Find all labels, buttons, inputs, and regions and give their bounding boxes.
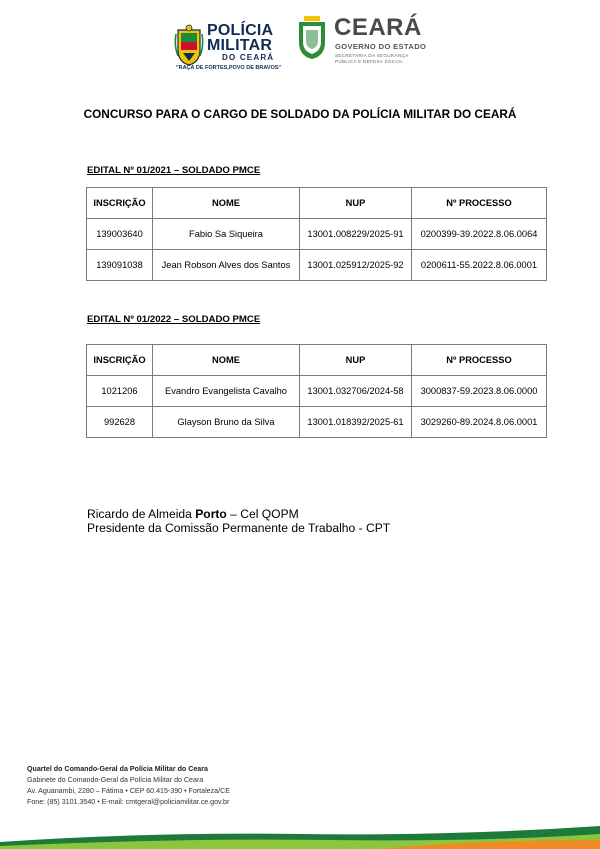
ceara-logo-gov: GOVERNO DO ESTADO bbox=[335, 42, 427, 51]
pm-logo-line3: DO CEARÁ bbox=[222, 53, 275, 62]
cell-nome: Evandro Evangelista Cavalho bbox=[153, 376, 300, 407]
table-row bbox=[87, 376, 547, 407]
table-header-row bbox=[87, 345, 547, 376]
column-header-nup: NUP bbox=[300, 345, 412, 376]
cell-nup: 13001.032706/2024-58 bbox=[300, 376, 412, 407]
ceara-logo-secretaria-2: PÚBLICA E DEFESA SOCIAL bbox=[335, 59, 404, 64]
cell-inscricao: 139003640 bbox=[87, 219, 153, 250]
cell-processo: 3000837-59.2023.8.06.0000 bbox=[412, 376, 547, 407]
table-edital-2021 bbox=[86, 187, 547, 281]
footer-line-3: Av. Aguanambi, 2280 – Fátima • CEP 60.415-390 • Fortaleza/CE bbox=[27, 787, 230, 795]
cell-processo: 3029260-89.2024.8.06.0001 bbox=[412, 407, 547, 438]
column-header-processo: Nº PROCESSO bbox=[412, 188, 547, 219]
signature-prefix: Ricardo de Almeida bbox=[87, 507, 196, 521]
cell-nome: Jean Robson Alves dos Santos bbox=[153, 250, 300, 281]
signature-surname: Porto bbox=[195, 507, 227, 521]
cell-processo: 0200611-55.2022.8.06.0001 bbox=[412, 250, 547, 281]
cell-inscricao: 1021206 bbox=[87, 376, 153, 407]
table-row bbox=[87, 219, 547, 250]
column-header-nome: NOME bbox=[153, 188, 300, 219]
document-title: CONCURSO PARA O CARGO DE SOLDADO DA POLÍCIA MILITAR DO CEARÁ bbox=[83, 107, 517, 121]
table-edital-2022 bbox=[86, 344, 547, 438]
column-header-nome: NOME bbox=[153, 345, 300, 376]
column-header-inscricao: INSCRIÇÃO bbox=[87, 188, 153, 219]
footer-line-1: Quartel do Comando-Geral da Polícia Militar do Ceara bbox=[27, 765, 208, 773]
signature-role: Presidente da Comissão Permanente de Trabalho - CPT bbox=[87, 521, 391, 535]
pm-logo-line2: MILITAR bbox=[207, 37, 273, 54]
cell-nup: 13001.018392/2025-61 bbox=[300, 407, 412, 438]
table-row bbox=[87, 407, 547, 438]
table-header-row bbox=[87, 188, 547, 219]
cell-nome: Fabio Sa Siqueira bbox=[153, 219, 300, 250]
ceara-logo bbox=[296, 16, 436, 70]
ceara-logo-name: CEARÁ bbox=[334, 14, 422, 41]
table-row bbox=[87, 250, 547, 281]
cell-nome: Glayson Bruno da Silva bbox=[153, 407, 300, 438]
section-heading-2021: EDITAL Nº 01/2021 – SOLDADO PMCE bbox=[87, 165, 261, 176]
footer-line-4: Fone: (85) 3101.3540 • E-mail: cmtgeral@policiamilitar.ce.gov.br bbox=[27, 798, 230, 806]
signature-suffix: – Cel QOPM bbox=[226, 507, 299, 521]
pm-logo-motto: "RAÇA DE FORTES,POVO DE BRAVOS" bbox=[176, 65, 282, 71]
ceara-crest-icon bbox=[296, 16, 328, 60]
cell-nup: 13001.025912/2025-92 bbox=[300, 250, 412, 281]
pm-logo-line1: POLÍCIA bbox=[207, 22, 274, 39]
column-header-inscricao: INSCRIÇÃO bbox=[87, 345, 153, 376]
pm-logo bbox=[174, 22, 282, 74]
ceara-logo-secretaria-1: SECRETARIA DA SEGURANÇA bbox=[335, 53, 409, 58]
section-heading-2022: EDITAL Nº 01/2022 – SOLDADO PMCE bbox=[87, 314, 261, 325]
footer-wave-decoration bbox=[0, 812, 600, 849]
column-header-processo: Nº PROCESSO bbox=[412, 345, 547, 376]
cell-nup: 13001.008229/2025-91 bbox=[300, 219, 412, 250]
pm-crest-icon bbox=[174, 24, 204, 66]
column-header-nup: NUP bbox=[300, 188, 412, 219]
cell-processo: 0200399-39.2022.8.06.0064 bbox=[412, 219, 547, 250]
signature-name bbox=[87, 507, 299, 521]
footer-line-2: Gabinete do Comando-Geral da Polícia Militar do Ceara bbox=[27, 776, 204, 784]
cell-inscricao: 992628 bbox=[87, 407, 153, 438]
cell-inscricao: 139091038 bbox=[87, 250, 153, 281]
